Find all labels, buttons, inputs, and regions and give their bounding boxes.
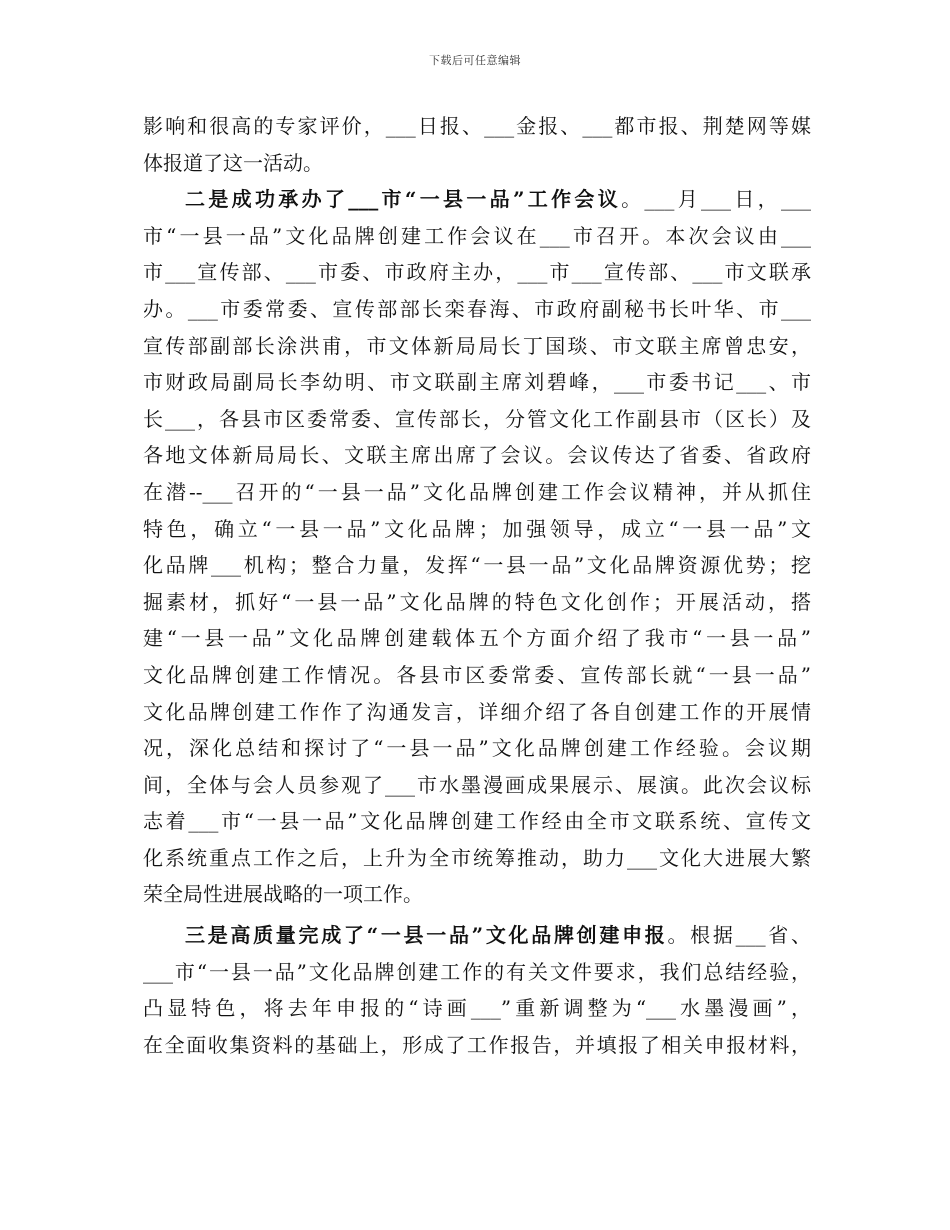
paragraph-line-text: 况，深化总结和探讨了“一县一品”文化品牌创建工作经验。会议期	[143, 736, 811, 761]
paragraph-line-text: 市___宣传部、___市委、市政府主办，___市___宣传部、___市文联承	[143, 260, 811, 285]
paragraph-lead-heading: 三是高质量完成了“一县一品”文化品牌创建申报	[185, 923, 668, 948]
paragraph-line	[143, 730, 811, 767]
paragraph-line	[143, 437, 811, 474]
paragraph-line-text: 凸显特色，将去年申报的“诗画___”重新调整为“___水墨漫画”，	[143, 996, 811, 1021]
paragraph-line	[143, 1027, 811, 1064]
paragraph-line	[143, 584, 811, 621]
paragraph-line-text: 。根据___省、	[667, 923, 811, 948]
paragraph-line-text: 志着___市“一县一品”文化品牌创建工作经由全市文联系统、宣传文	[143, 809, 811, 834]
paragraph-line-text: 体报道了这一活动。	[143, 150, 323, 175]
paragraph-line-text: 间，全体与会人员参观了___市水墨漫画成果展示、展演。此次会议标	[143, 772, 811, 797]
paragraph-line	[143, 291, 811, 328]
paragraph-line	[143, 917, 811, 954]
paragraph-line-text: 各地文体新局局长、文联主席出席了会议。会议传达了省委、省政府	[143, 443, 811, 468]
paragraph-line-text: 特色，确立“一县一品”文化品牌；加强领导，成立“一县一品”文	[143, 516, 811, 541]
paragraph-line	[143, 401, 811, 438]
paragraph-line	[143, 954, 811, 991]
paragraph-line	[143, 364, 811, 401]
document-body	[143, 108, 811, 1063]
page-header: 下载后可任意编辑	[429, 54, 521, 67]
paragraph-line-text: 文化品牌创建工作作了沟通发言，详细介绍了各自创建工作的开展情	[143, 699, 811, 724]
paragraph-line	[143, 657, 811, 694]
paragraph-line-text: 市“一县一品”文化品牌创建工作会议在___市召开。本次会议由___	[143, 223, 811, 248]
paragraph-line	[143, 218, 811, 255]
paragraph-line	[143, 620, 811, 657]
paragraph-line	[143, 876, 811, 913]
paragraph-line	[143, 547, 811, 584]
paragraph-line	[143, 328, 811, 365]
paragraph-line-text: 宣传部副部长涂洪甫，市文体新局局长丁国琰、市文联主席曾忠安，	[143, 333, 811, 358]
paragraph-line-text: 化系统重点工作之后，上升为全市统筹推动，助力___文化大进展大繁	[143, 845, 811, 870]
paragraph-line-text: 在潜--___召开的“一县一品”文化品牌创建工作会议精神，并从抓住	[143, 479, 811, 504]
paragraph-line-text: 文化品牌创建工作情况。各县市区委常委、宣传部长就“一县一品”	[143, 662, 811, 687]
paragraph-line-text: 影响和很高的专家评价，___日报、___金报、___都市报、荆楚网等媒	[143, 114, 811, 138]
paragraph-line	[143, 254, 811, 291]
paragraph-line-text: 掘素材，抓好“一县一品”文化品牌的特色文化创作；开展活动，搭	[143, 589, 811, 614]
paragraph-line	[143, 694, 811, 731]
paragraph-line-text: 化品牌___机构；整合力量，发挥“一县一品”文化品牌资源优势；挖	[143, 553, 811, 578]
paragraph-line-text: 市财政局副局长李幼明、市文联副主席刘碧峰，___市委书记___、市	[143, 370, 811, 395]
paragraph-line	[143, 803, 811, 840]
paragraph-lead-heading: 二是成功承办了___市“一县一品”工作会议	[185, 187, 622, 212]
paragraph-line-text: 荣全局性进展战略的一项工作。	[143, 882, 423, 907]
paragraph-line-text: 建“一县一品”文化品牌创建载体五个方面介绍了我市“一县一品”	[143, 626, 811, 651]
paragraph-line-text: 长___，各县市区委常委、宣传部长，分管文化工作副县市（区长）及	[143, 406, 811, 431]
paragraph-line	[143, 840, 811, 877]
paragraph-line-text: 在全面收集资料的基础上，形成了工作报告，并填报了相关申报材料，	[143, 1032, 811, 1057]
paragraph-line	[143, 108, 811, 145]
paragraph-line-text: ___市“一县一品”文化品牌创建工作的有关文件要求，我们总结经验，	[143, 959, 811, 984]
paragraph-line-text: 办。___市委常委、宣传部部长栾春海、市政府副秘书长叶华、市___	[143, 296, 811, 321]
paragraph-line	[143, 145, 811, 182]
paragraph-line	[143, 511, 811, 548]
paragraph-line	[143, 767, 811, 804]
paragraph-line	[143, 990, 811, 1027]
paragraph-line-text: 。___月___日，___	[621, 187, 811, 212]
paragraph-line	[143, 474, 811, 511]
paragraph-line	[143, 181, 811, 218]
